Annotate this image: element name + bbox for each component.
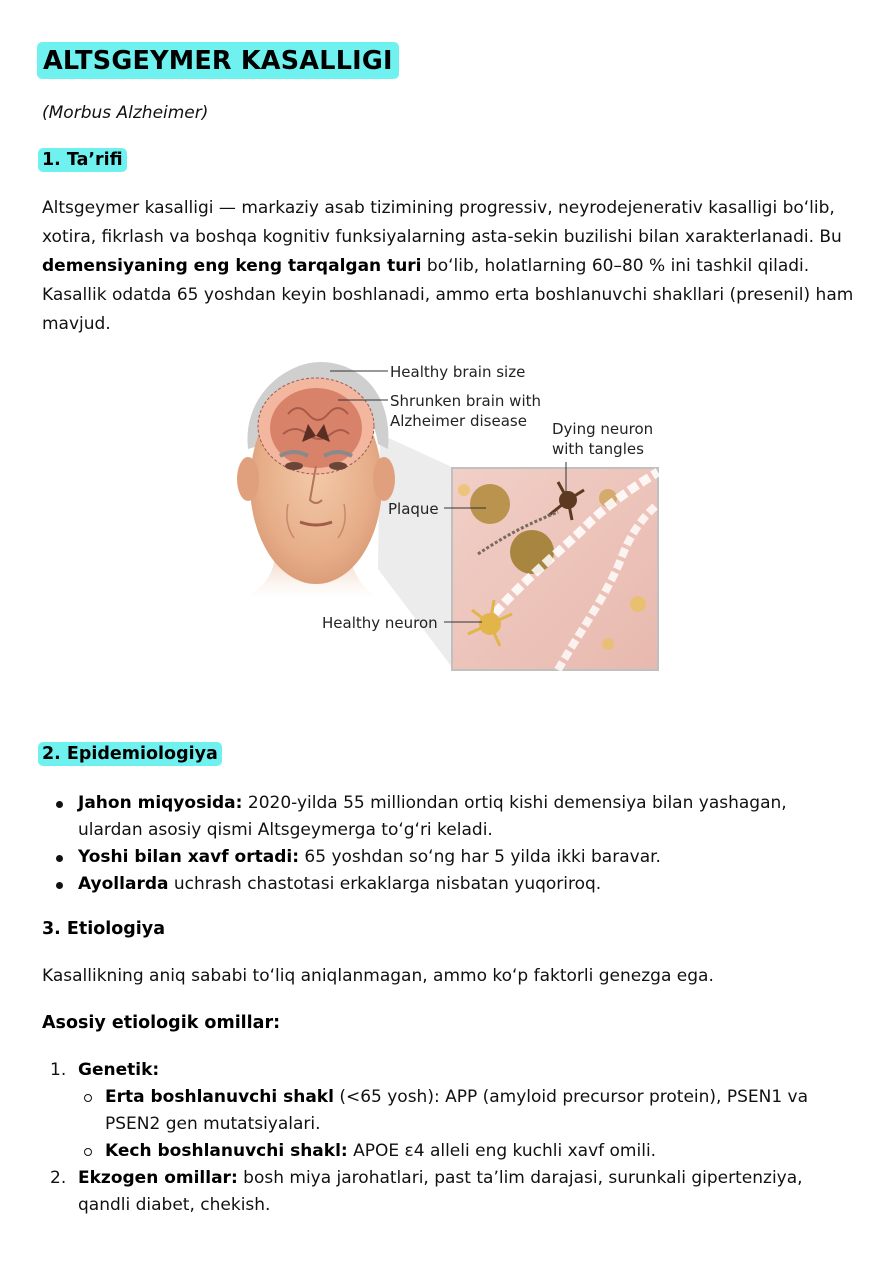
list-item	[42, 871, 842, 898]
label-healthy-brain-size: Healthy brain size	[390, 363, 526, 381]
section-heading-epidemiology: 2. Epidemiologiya	[38, 742, 222, 766]
bullet-icon	[56, 801, 63, 808]
epidemiology-list	[42, 790, 842, 898]
label-shrunken-brain-2: Alzheimer disease	[390, 412, 527, 430]
sub-item-bold-label: Erta boshlanuvchi shakl	[105, 1087, 334, 1107]
sub-item-text: APOE ε4 alleli eng kuchli xavf omili.	[347, 1141, 657, 1161]
label-dying-neuron-1: Dying neuron	[552, 420, 654, 438]
etiology-factors-list	[42, 1057, 842, 1219]
plaque-blob	[470, 484, 510, 524]
right-ear	[373, 457, 395, 501]
item-number: 1.	[50, 1060, 67, 1080]
item-number: 2.	[50, 1168, 67, 1188]
item-bold-label: Yoshi bilan xavf ortadi:	[78, 847, 299, 867]
bullet-icon	[56, 882, 63, 889]
section-heading-etiology: 3. Etiologiya	[42, 919, 166, 939]
latin-name: (Morbus Alzheimer)	[42, 103, 209, 123]
label-healthy-neuron: Healthy neuron	[322, 614, 438, 632]
circle-bullet-icon	[84, 1094, 92, 1102]
plaque-blob-2	[510, 530, 554, 574]
left-ear	[237, 457, 259, 501]
neuron-small-2	[602, 638, 614, 650]
list-item	[42, 1165, 842, 1219]
definition-text-bold: demensiyaning eng keng tarqalgan turi	[42, 256, 422, 276]
sublist-item	[78, 1084, 842, 1138]
label-dying-neuron-2: with tangles	[552, 440, 644, 458]
label-plaque: Plaque	[388, 500, 439, 518]
alzheimer-brain-illustration	[228, 354, 668, 684]
definition-text-b: boʻlib, holatlarning 60–80 % ini tashkil qiladi. Kasallik odatda 65 yoshdan keyin boshlanadi, ammo erta boshlanuvchi shakllari (presenil) ham mavjud.	[42, 256, 854, 334]
sub-item-text: (<65 yosh): APP (amyloid precursor protein), PSEN1 va PSEN2 gen mutatsiyalari.	[105, 1087, 809, 1134]
sublist-item	[78, 1138, 842, 1165]
item-bold-label: Ayollarda	[78, 874, 169, 894]
definition-text-a: Altsgeymer kasalligi — markaziy asab tizimining progressiv, neyrodejenerativ kasalligi boʻlib, xotira, fikrlash va boshqa kognitiv funksiyalarning asta-sekin buzilishi bilan xarakterlanadi. Bu	[42, 198, 842, 247]
neuron-small-3	[458, 484, 470, 496]
genetic-sublist	[78, 1084, 842, 1165]
bullet-icon	[56, 855, 63, 862]
sub-item-bold-label: Kech boshlanuvchi shakl:	[105, 1141, 348, 1161]
item-bold-label: Jahon miqyosida:	[78, 793, 243, 813]
definition-paragraph	[42, 194, 857, 339]
etiology-paragraph: Kasallikning aniq sababi toʻliq aniqlanmagan, ammo koʻp faktorli genezga ega.	[42, 966, 714, 986]
item-bold-label: Ekzogen omillar:	[78, 1168, 238, 1188]
circle-bullet-icon	[84, 1148, 92, 1156]
list-item	[42, 844, 842, 871]
item-text: 65 yoshdan soʻng har 5 yilda ikki baravar.	[299, 847, 661, 867]
item-text: uchrash chastotasi erkaklarga nisbatan yuqoriroq.	[168, 874, 602, 894]
illustration-svg	[228, 354, 668, 684]
page-title: ALTSGEYMER KASALLIGI	[37, 42, 399, 79]
item-bold-label: Genetik:	[78, 1060, 160, 1080]
item-text: 2020-yilda 55 milliondan ortiq kishi demensiya bilan yashagan, ulardan asosiy qismi Altsgeymerga toʻgʻri keladi.	[78, 793, 787, 840]
list-item	[42, 1057, 842, 1165]
neuron-small	[630, 596, 646, 612]
left-eye	[285, 462, 303, 470]
label-shrunken-brain-1: Shrunken brain with	[390, 392, 542, 410]
etiology-subheading: Asosiy etiologik omillar:	[42, 1013, 281, 1033]
right-eye	[329, 462, 347, 470]
section-heading-definition: 1. Ta’rifi	[38, 148, 127, 172]
list-item	[42, 790, 842, 844]
item-text: bosh miya jarohatlari, past taʼlim darajasi, surunkali gipertenziya, qandli diabet, chekish.	[78, 1168, 803, 1215]
